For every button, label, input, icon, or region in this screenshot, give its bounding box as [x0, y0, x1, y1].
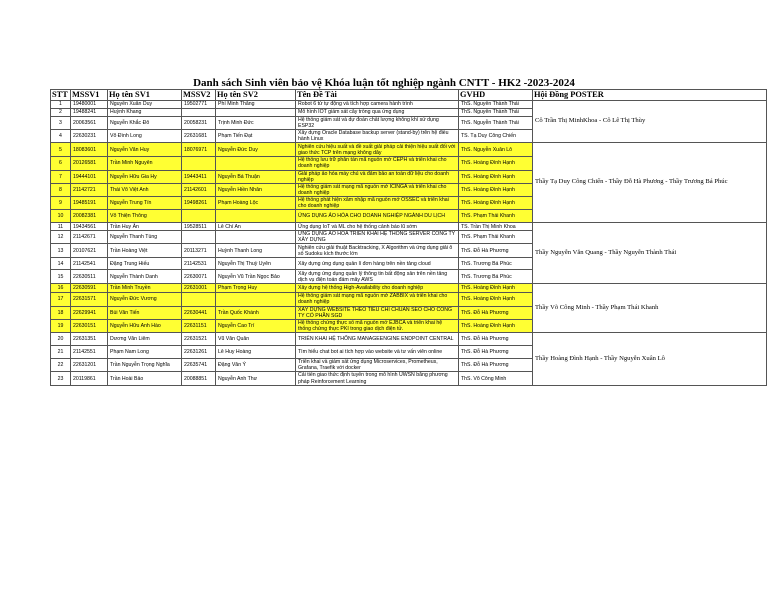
cell-stt: 20 [51, 332, 71, 345]
cell-mssv1: 19480001 [71, 101, 108, 109]
header-topic: Tên Đề Tài [296, 90, 459, 101]
cell-mssv2 [182, 157, 216, 170]
cell-sv1: Nguyễn Thanh Tùng [108, 231, 182, 244]
cell-topic: TRIỂN KHAI HỆ THỐNG MANAGEENGINE ENDPOINT CENTRAL [296, 332, 459, 345]
cell-mssv2: 22631521 [182, 332, 216, 345]
cell-sv2: Lê Chí An [216, 223, 296, 231]
cell-topic: Triển khai và giám sát ứng dụng Microservices, Prometheus, Grafana, Traefik với docker [296, 358, 459, 371]
cell-mssv1: 18083601 [71, 143, 108, 157]
cell-sv1: Trần Nguyễn Trọng Nghĩa [108, 358, 182, 371]
cell-mssv2 [182, 109, 216, 117]
cell-sv2: Phạm Trọng Huy [216, 284, 296, 293]
header-sv2: Họ tên SV2 [216, 90, 296, 101]
cell-mssv2: 20088851 [182, 372, 216, 386]
cell-mssv2: 21142601 [182, 183, 216, 196]
cell-gvhd: ThS. Đỗ Hà Phương [459, 332, 533, 345]
cell-gvhd: ThS. Đỗ Hà Phương [459, 244, 533, 258]
cell-mssv1: 19488241 [71, 109, 108, 117]
cell-mssv1: 22630151 [71, 319, 108, 332]
cell-topic: Robot 6 tử tự động và tích hợp camera hành trình [296, 101, 459, 109]
cell-sv2: Nguyễn Thị Thuỳ Uyên [216, 258, 296, 270]
cell-sv2: Đặng Văn Ý [216, 358, 296, 371]
cell-mssv1: 20082381 [71, 210, 108, 223]
cell-gvhd: ThS. Hoàng Đình Hạnh [459, 196, 533, 209]
cell-mssv1: 20063561 [71, 117, 108, 130]
header-stt: STT [51, 90, 71, 101]
cell-sv2: Lê Huy Hoàng [216, 345, 296, 358]
cell-sv2: Nguyễn Hiền Nhân [216, 183, 296, 196]
cell-sv2 [216, 210, 296, 223]
cell-mssv1: 22631201 [71, 358, 108, 371]
cell-gvhd: ThS. Phạm Thái Khanh [459, 210, 533, 223]
cell-topic: XÂY DỰNG WEBSITE THEO TIÊU CHÍ CHUẨN SEO CHO CÔNG TY CỔ PHẦN SGD [296, 306, 459, 319]
cell-topic: ỨNG DỤNG ẢO HÓA CHO DOANH NGHIỆP NGÀNH DU LỊCH [296, 210, 459, 223]
header-mssv1: MSSV1 [71, 90, 108, 101]
cell-gvhd: ThS. Hoàng Đình Hạnh [459, 170, 533, 183]
cell-stt: 6 [51, 157, 71, 170]
cell-mssv1: 19444101 [71, 170, 108, 183]
cell-sv1: Dương Văn Liêm [108, 332, 182, 345]
cell-gvhd: ThS. Đỗ Hà Phương [459, 306, 533, 319]
table-row [51, 284, 767, 293]
cell-mssv2: 22631261 [182, 345, 216, 358]
cell-mssv1: 21142551 [71, 345, 108, 358]
cell-mssv1: 21142721 [71, 183, 108, 196]
cell-sv1: Thái Võ Việt Anh [108, 183, 182, 196]
cell-mssv2: 19443411 [182, 170, 216, 183]
cell-mssv1: 19434561 [71, 223, 108, 231]
cell-topic: Hệ thống lưu trữ phân tán mã nguồn mở CEPH và triển khai cho doanh nghiệp [296, 157, 459, 170]
cell-sv2 [216, 157, 296, 170]
cell-mssv2: 19498261 [182, 196, 216, 209]
cell-topic: Xây dựng ứng dụng quản lý thông tin bất động sản trên nền tảng dịch vụ điện toán đám mây AWS [296, 270, 459, 284]
cell-mssv2: 22631151 [182, 319, 216, 332]
cell-topic: Hệ thống chứng thực số mã nguồn mở EJBCA và triển khai hệ thống chứng thực PKI trong giao dịch điện tử. [296, 319, 459, 332]
cell-stt: 22 [51, 358, 71, 371]
page-title: Danh sách Sinh viên bảo vệ Khóa luận tốt nghiệp ngành CNTT - HK2 -2023-2024 [193, 77, 575, 89]
cell-gvhd: ThS. Nguyễn Thành Thái [459, 101, 533, 109]
cell-topic: Ứng dụng IoT và ML cho hệ thống cảnh báo lũ sớm [296, 223, 459, 231]
header-sv1: Họ tên SV1 [108, 90, 182, 101]
cell-topic: Nghiên cứu giải thuật Backtracking, X Algorithm và ứng dụng giải ô số Sudoku kích thước lớn [296, 244, 459, 258]
header-council: Hội Đồng POSTER [533, 90, 767, 101]
cell-mssv2: 22635741 [182, 358, 216, 371]
cell-mssv2: 22630071 [182, 270, 216, 284]
cell-topic: Nghiên cứu hiệu suất và đề xuất giải pháp cải thiện hiệu suất đối với giao thức TCP trên mạng không dây [296, 143, 459, 157]
cell-sv1: Trần Minh Truyền [108, 284, 182, 293]
cell-sv2: Phạm Hoàng Lộc [216, 196, 296, 209]
cell-stt: 7 [51, 170, 71, 183]
table-body [51, 101, 767, 386]
cell-sv1: Đặng Trung Hiếu [108, 258, 182, 270]
cell-sv1: Võ Thiện Thông [108, 210, 182, 223]
cell-gvhd: ThS. Hoàng Đình Hạnh [459, 284, 533, 293]
cell-mssv1: 21142541 [71, 258, 108, 270]
cell-topic: Hệ thống phát hiện xâm nhập mã nguồn mở OSSEC và triển khai cho doanh nghiệp [296, 196, 459, 209]
cell-mssv2: 22631001 [182, 284, 216, 293]
cell-topic: Hệ thống giám sát và dự đoán chất lượng không khí sử dụng ESP32 [296, 117, 459, 130]
cell-gvhd: ThS. Hoàng Đình Hạnh [459, 319, 533, 332]
cell-gvhd: ThS. Nguyễn Thành Thái [459, 117, 533, 130]
cell-council: Thầy Tạ Duy Công Chiến - Thầy Đỗ Hà Phương - Thầy Trương Bá Phúc [533, 143, 767, 223]
cell-sv2: Nguyễn Cao Trí [216, 319, 296, 332]
cell-sv1: Bùi Văn Tiến [108, 306, 182, 319]
cell-gvhd: ThS. Hoàng Đình Hạnh [459, 183, 533, 196]
cell-sv1: Nguyễn Văn Huy [108, 143, 182, 157]
cell-sv2: Nguyễn Anh Thư [216, 372, 296, 386]
cell-mssv2: 18076971 [182, 143, 216, 157]
cell-sv1: Trần Huy Ân [108, 223, 182, 231]
cell-sv2: Nguyễn Vũ Trần Ngọc Bảo [216, 270, 296, 284]
cell-sv2: Nguyễn Đức Duy [216, 143, 296, 157]
cell-stt: 2 [51, 109, 71, 117]
cell-stt: 1 [51, 101, 71, 109]
cell-stt: 12 [51, 231, 71, 244]
cell-sv1: Trần Hoàng Việt [108, 244, 182, 258]
cell-stt: 10 [51, 210, 71, 223]
table-row [51, 101, 767, 109]
cell-topic: Xây dựng Oracle Database backup server (stand-by) trên hệ điều hành Linux [296, 130, 459, 143]
cell-mssv1: 22630511 [71, 270, 108, 284]
cell-gvhd: ThS. Nguyễn Thành Thái [459, 109, 533, 117]
cell-mssv1: 21142671 [71, 231, 108, 244]
cell-stt: 23 [51, 372, 71, 386]
cell-stt: 16 [51, 284, 71, 293]
cell-sv1: Trần Minh Nguyên [108, 157, 182, 170]
cell-stt: 14 [51, 258, 71, 270]
cell-gvhd: ThS. Võ Công Minh [459, 372, 533, 386]
cell-stt: 18 [51, 306, 71, 319]
cell-stt: 11 [51, 223, 71, 231]
cell-mssv2: 19502771 [182, 101, 216, 109]
cell-topic: Xây dựng ứng dụng quản lí đơn hàng trên nền tảng cloud [296, 258, 459, 270]
cell-stt: 9 [51, 196, 71, 209]
header-mssv2: MSSV2 [182, 90, 216, 101]
cell-topic: ỨNG DỤNG ẢO HÓA TRIỂN KHAI HỆ THỐNG SERVER CÔNG TY XÂY DỰNG [296, 231, 459, 244]
cell-mssv2: 21142531 [182, 258, 216, 270]
cell-sv2 [216, 231, 296, 244]
cell-sv2: Trịnh Minh Đức [216, 117, 296, 130]
header-row [51, 90, 767, 101]
table-row [51, 143, 767, 157]
cell-gvhd: ThS. Phạm Thái Khanh [459, 231, 533, 244]
cell-sv2: Trần Quốc Khánh [216, 306, 296, 319]
cell-topic: Xây dựng hệ thống High-Availability cho doanh nghiệp [296, 284, 459, 293]
cell-gvhd: ThS. Hoàng Đình Hạnh [459, 293, 533, 306]
cell-topic: Tìm hiểu chat bot ai tích hợp vào website và tư vấn viên online [296, 345, 459, 358]
cell-gvhd: TS. Trần Thị Minh Khoa [459, 223, 533, 231]
cell-topic: Mô hình IOT giám sát cây trồng qua ứng dụng [296, 109, 459, 117]
cell-sv1: Nguyễn Trung Tín [108, 196, 182, 209]
cell-mssv1: 22631351 [71, 332, 108, 345]
cell-sv1: Nguyễn Hữu Gia Hy [108, 170, 182, 183]
cell-mssv1: 20119861 [71, 372, 108, 386]
cell-sv1: Võ Đình Long [108, 130, 182, 143]
cell-council: Cô Trần Thị MinhKhoa - Cô Lê Thị Thùy [533, 101, 767, 143]
cell-mssv2 [182, 210, 216, 223]
cell-council: Thầy Võ Công Minh - Thầy Phạm Thái Khanh [533, 284, 767, 333]
cell-stt: 21 [51, 345, 71, 358]
cell-council: Thầy Nguyễn Văn Quang - Thầy Nguyễn Thành Thái [533, 223, 767, 284]
cell-sv1: Nguyễn Đức Vương [108, 293, 182, 306]
cell-gvhd: ThS. Đỗ Hà Phương [459, 358, 533, 371]
cell-sv2: Vũ Văn Quân [216, 332, 296, 345]
cell-council: Thầy Hoàng Đình Hạnh - Thầy Nguyễn Xuân Lô [533, 332, 767, 385]
cell-gvhd: ThS. Nguyễn Xuân Lô [459, 143, 533, 157]
cell-sv1: Nguyễn Thành Danh [108, 270, 182, 284]
cell-mssv2: 19528511 [182, 223, 216, 231]
cell-mssv1: 20126581 [71, 157, 108, 170]
cell-mssv1: 22630231 [71, 130, 108, 143]
cell-stt: 8 [51, 183, 71, 196]
cell-mssv2: 22630441 [182, 306, 216, 319]
cell-sv2: Phí Minh Thắng [216, 101, 296, 109]
cell-gvhd: ThS. Trương Bá Phúc [459, 258, 533, 270]
cell-sv1: Trần Hoài Bảo [108, 372, 182, 386]
cell-mssv1: 20107621 [71, 244, 108, 258]
cell-sv1: Huỳnh Khang [108, 109, 182, 117]
cell-stt: 17 [51, 293, 71, 306]
header-gvhd: GVHD [459, 90, 533, 101]
cell-mssv2 [182, 293, 216, 306]
cell-mssv1: 22631571 [71, 293, 108, 306]
cell-gvhd: ThS. Trương Bá Phúc [459, 270, 533, 284]
cell-mssv2: 22631681 [182, 130, 216, 143]
cell-topic: Giải pháp ảo hóa máy chủ và đảm bảo an toàn dữ liệu cho doanh nghiệp [296, 170, 459, 183]
thesis-defense-table [50, 89, 767, 386]
cell-stt: 5 [51, 143, 71, 157]
cell-stt: 3 [51, 117, 71, 130]
cell-mssv1: 22629941 [71, 306, 108, 319]
cell-stt: 19 [51, 319, 71, 332]
cell-gvhd: ThS. Hoàng Đình Hạnh [459, 157, 533, 170]
cell-sv2: Phạm Tiến Đạt [216, 130, 296, 143]
cell-topic: Hệ thống giám sát mạng mã nguồn mở ICINGA và triển khai cho doanh nghiệp [296, 183, 459, 196]
cell-gvhd: TS. Tạ Duy Công Chiến [459, 130, 533, 143]
cell-mssv1: 19485191 [71, 196, 108, 209]
cell-sv1: Nguyễn Xuân Duy [108, 101, 182, 109]
cell-stt: 15 [51, 270, 71, 284]
cell-stt: 4 [51, 130, 71, 143]
cell-topic: Hệ thống giám sát mạng mã nguồn mở ZABBIX và triển khai cho doanh nghiệp [296, 293, 459, 306]
cell-stt: 13 [51, 244, 71, 258]
cell-sv1: Nguyễn Khắc Đô [108, 117, 182, 130]
table-row [51, 223, 767, 231]
cell-sv2 [216, 293, 296, 306]
table-row [51, 332, 767, 345]
cell-mssv2 [182, 231, 216, 244]
cell-sv1: Phạm Nam Long [108, 345, 182, 358]
cell-mssv1: 22630591 [71, 284, 108, 293]
cell-gvhd: ThS. Đỗ Hà Phương [459, 345, 533, 358]
cell-sv2: Nguyễn Bá Thuận [216, 170, 296, 183]
cell-mssv2: 20113271 [182, 244, 216, 258]
cell-sv2: Huỳnh Thanh Long [216, 244, 296, 258]
cell-sv1: Nguyễn Hữu Anh Hào [108, 319, 182, 332]
cell-topic: Cải tiến giao thức định tuyến trong mô hình UWSN bằng phương pháp Reinforcement Learning [296, 372, 459, 386]
cell-mssv2: 20058231 [182, 117, 216, 130]
cell-sv2 [216, 109, 296, 117]
